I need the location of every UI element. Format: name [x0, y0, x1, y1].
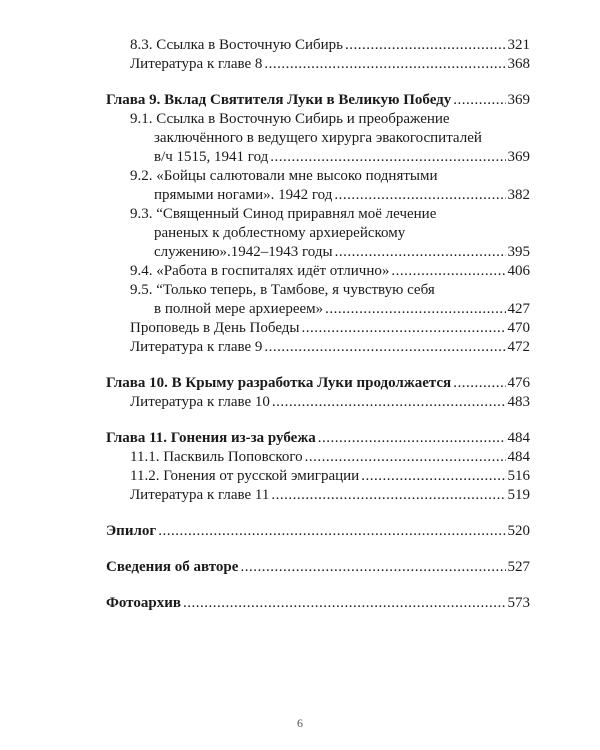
- toc-entry-title: Проповедь в День Победы: [130, 320, 300, 336]
- toc-entry[interactable]: [106, 36, 530, 55]
- dot-leader: [240, 558, 505, 577]
- toc-entry-title: 11.2. Гонения от русской эмиграции: [130, 468, 360, 484]
- dot-leader: [158, 522, 505, 541]
- toc-entry[interactable]: [106, 393, 530, 412]
- toc-entry-title-line: в полной мере архиереем»: [154, 301, 324, 317]
- toc-entry-page: 406: [507, 263, 530, 279]
- toc-entry-title: Эпилог: [106, 523, 157, 539]
- toc-entry-title: Литература к главе 8: [130, 56, 263, 72]
- toc-entry-page: 519: [507, 487, 530, 503]
- toc-entry[interactable]: [106, 486, 530, 505]
- toc-entry-title-line: заключённого в ведущего хирурга эвакогоспиталей: [154, 130, 482, 146]
- toc-chapter-10[interactable]: [106, 374, 530, 393]
- toc-entry-page: 527: [507, 559, 530, 575]
- toc-entry-title: Литература к главе 11: [130, 487, 270, 503]
- toc-entry-page: 369: [507, 149, 530, 165]
- toc-entry[interactable]: [106, 205, 530, 262]
- toc-epilogue[interactable]: [106, 522, 530, 541]
- toc-about-author[interactable]: [106, 558, 530, 577]
- toc-chapter-11[interactable]: [106, 429, 530, 448]
- dot-leader: [391, 262, 505, 281]
- toc-entry-page: 483: [507, 394, 530, 410]
- toc-entry-title-line: 9.5. “Только теперь, в Тамбове, я чувствую себя: [130, 282, 435, 298]
- toc-entry[interactable]: [106, 55, 530, 74]
- toc-chapter-9[interactable]: [106, 91, 530, 110]
- dot-leader: [453, 374, 505, 393]
- toc-entry-title: Глава 10. В Крыму разработка Луки продолжается: [106, 375, 452, 391]
- toc-entry-page: 484: [507, 449, 530, 465]
- toc-entry-title-line: служению».1942–1943 годы: [154, 244, 333, 260]
- toc-entry-title: 9.4. «Работа в госпиталях идёт отлично»: [130, 263, 390, 279]
- toc-photo-archive[interactable]: [106, 594, 530, 613]
- toc-entry-title-line: прямыми ногами». 1942 год: [154, 187, 333, 203]
- toc-entry-title-line: раненых к доблестному архиерейскому: [154, 225, 406, 241]
- dot-leader: [453, 91, 505, 110]
- toc-entry-title: Фотоархив: [106, 595, 181, 611]
- toc-entry-title-line: 9.3. “Священный Синод приравнял моё лечение: [130, 206, 437, 222]
- toc-entry-page: 472: [507, 339, 530, 355]
- dot-leader: [318, 429, 506, 448]
- toc-entry-page: 427: [507, 301, 530, 317]
- toc-entry-page: 382: [507, 187, 530, 203]
- dot-leader: [305, 448, 506, 467]
- toc-entry-title-line: в/ч 1515, 1941 год: [154, 149, 269, 165]
- dot-leader: [272, 393, 506, 412]
- toc-entry-title: 8.3. Ссылка в Восточную Сибирь: [130, 37, 344, 53]
- toc-entry-title: Литература к главе 10: [130, 394, 270, 410]
- dot-leader: [183, 594, 506, 613]
- toc-entry-title-line: 9.2. «Бойцы салютовали мне высоко поднятыми: [130, 168, 438, 184]
- toc-entry-page: 484: [507, 430, 530, 446]
- toc-entry-page: 573: [507, 595, 530, 611]
- table-of-contents: [106, 36, 530, 613]
- toc-entry-page: 516: [507, 468, 530, 484]
- toc-entry[interactable]: [106, 262, 530, 281]
- toc-entry[interactable]: [106, 319, 530, 338]
- toc-entry-title: 11.1. Пасквиль Поповского: [130, 449, 303, 465]
- dot-leader: [345, 36, 505, 55]
- toc-entry[interactable]: [106, 448, 530, 467]
- toc-entry[interactable]: [106, 467, 530, 486]
- toc-entry[interactable]: [106, 110, 530, 167]
- toc-entry-title-line: 9.1. Ссылка в Восточную Сибирь и преображение: [130, 111, 450, 127]
- toc-entry[interactable]: [106, 281, 530, 319]
- dot-leader: [302, 319, 506, 338]
- toc-entry-title: Глава 11. Гонения из-за рубежа: [106, 430, 316, 446]
- dot-leader: [271, 486, 505, 505]
- toc-entry-title: Литература к главе 9: [130, 339, 263, 355]
- toc-entry-page: 520: [507, 523, 530, 539]
- dot-leader: [264, 338, 505, 357]
- dot-leader: [361, 467, 505, 486]
- dot-leader: [270, 148, 505, 167]
- toc-entry-title: Сведения об авторе: [106, 559, 239, 575]
- dot-leader: [325, 300, 505, 319]
- dot-leader: [334, 186, 505, 205]
- toc-entry-page: 395: [507, 244, 530, 260]
- toc-entry[interactable]: [106, 338, 530, 357]
- dot-leader: [264, 55, 505, 74]
- dot-leader: [335, 243, 506, 262]
- toc-entry-page: 470: [507, 320, 530, 336]
- toc-entry[interactable]: [106, 167, 530, 205]
- toc-entry-page: 476: [507, 375, 530, 391]
- toc-entry-page: 368: [507, 56, 530, 72]
- page-number: 6: [297, 716, 303, 730]
- toc-entry-page: 369: [507, 92, 530, 108]
- toc-entry-title: Глава 9. Вклад Святителя Луки в Великую Победу: [106, 92, 452, 108]
- toc-entry-page: 321: [507, 37, 530, 53]
